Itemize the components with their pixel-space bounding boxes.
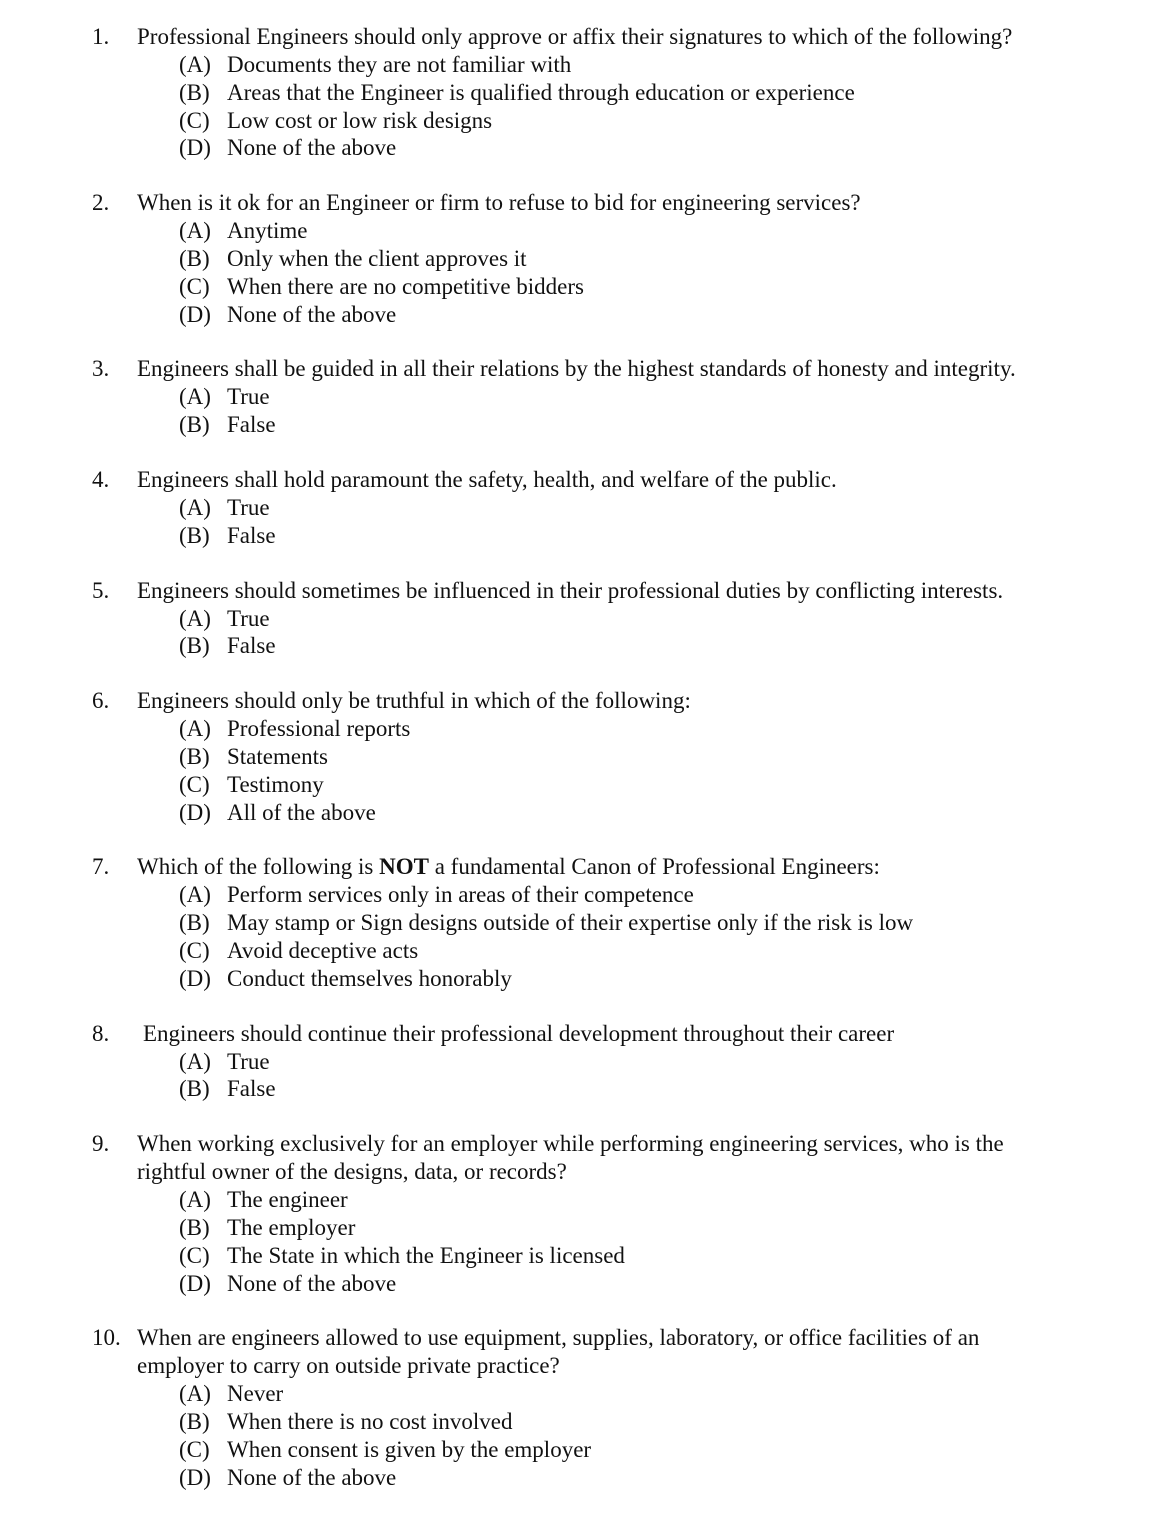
option-text: None of the above xyxy=(227,1270,397,1296)
option-text: When consent is given by the employer xyxy=(227,1436,592,1462)
option-b[interactable] xyxy=(179,245,1170,273)
option-text: Documents they are not familiar with xyxy=(227,52,572,77)
option-letter: (A) xyxy=(179,1187,211,1213)
option-letter: (B) xyxy=(179,412,210,438)
option-a[interactable] xyxy=(179,494,1170,522)
question-9 xyxy=(92,1130,1170,1297)
option-list xyxy=(92,217,1170,328)
option-text: Areas that the Engineer is qualified through education or experience xyxy=(227,79,855,105)
option-letter: (C) xyxy=(179,107,210,133)
option-d[interactable] xyxy=(179,965,1170,993)
option-text: All of the above xyxy=(227,799,376,825)
question-2 xyxy=(92,189,1170,328)
question-8 xyxy=(92,1020,1170,1104)
option-letter: (C) xyxy=(179,1242,210,1268)
question-10 xyxy=(92,1324,1170,1491)
option-a[interactable] xyxy=(179,51,1170,79)
option-letter: (C) xyxy=(179,937,210,963)
option-text: False xyxy=(227,1076,276,1102)
option-letter: (C) xyxy=(179,771,210,797)
question-number: 1. xyxy=(92,24,110,49)
option-text: None of the above xyxy=(227,301,397,327)
option-letter: (B) xyxy=(179,1076,210,1102)
option-b[interactable] xyxy=(179,1408,1170,1436)
option-text: Professional reports xyxy=(227,716,411,742)
option-text: Conduct themselves honorably xyxy=(227,965,512,991)
option-list xyxy=(92,881,1170,992)
option-text: False xyxy=(227,522,276,548)
question-7 xyxy=(92,853,1170,992)
option-text: None of the above xyxy=(227,1464,397,1490)
question-text: Engineers should continue their professional development throughout their career xyxy=(143,1020,895,1046)
option-letter: (C) xyxy=(179,1436,210,1462)
option-b[interactable] xyxy=(179,1214,1170,1242)
option-letter: (D) xyxy=(179,1270,211,1296)
question-number: 8. xyxy=(92,1020,110,1046)
question-number: 5. xyxy=(92,577,110,603)
option-text: Never xyxy=(227,1381,284,1407)
question-5 xyxy=(92,577,1170,661)
question-number: 2. xyxy=(92,190,110,216)
option-list xyxy=(92,1048,1170,1104)
option-b[interactable] xyxy=(179,522,1170,550)
option-list xyxy=(92,1186,1170,1297)
option-letter: (D) xyxy=(179,135,211,161)
option-letter: (A) xyxy=(179,605,211,631)
option-b[interactable] xyxy=(179,79,1170,107)
option-text: The engineer xyxy=(227,1187,348,1213)
option-text: Perform services only in areas of their competence xyxy=(227,882,694,908)
question-number: 4. xyxy=(92,466,110,492)
option-letter: (D) xyxy=(179,965,211,991)
option-a[interactable] xyxy=(179,1048,1170,1076)
question-text-before: Which of the following is xyxy=(137,854,380,880)
question-text: When is it ok for an Engineer or firm to refuse to bid for engineering services? xyxy=(137,190,861,216)
option-letter: (D) xyxy=(179,799,211,825)
question-1 xyxy=(92,23,1170,162)
option-list xyxy=(92,383,1170,439)
option-letter: (C) xyxy=(179,273,210,299)
option-letter: (A) xyxy=(179,882,211,908)
question-text: Engineers shall hold paramount the safety, health, and welfare of the public. xyxy=(137,466,837,492)
question-number: 6. xyxy=(92,688,110,714)
question-number: 7. xyxy=(92,854,110,880)
question-4 xyxy=(92,466,1170,550)
question-3 xyxy=(92,355,1170,439)
option-c[interactable] xyxy=(179,273,1170,301)
option-letter: (A) xyxy=(179,384,211,410)
option-a[interactable] xyxy=(179,1186,1170,1214)
question-number: 10. xyxy=(92,1325,121,1351)
option-text: The employer xyxy=(227,1214,356,1240)
option-d[interactable] xyxy=(179,1464,1170,1492)
option-letter: (B) xyxy=(179,245,210,271)
option-letter: (B) xyxy=(179,633,210,659)
question-text-emphasis: NOT xyxy=(379,854,429,880)
option-letter: (D) xyxy=(179,1464,211,1490)
question-text: Engineers should sometimes be influenced in their professional duties by conflicting interests. xyxy=(137,577,1004,603)
option-c[interactable] xyxy=(179,937,1170,965)
option-text: False xyxy=(227,412,276,438)
option-a[interactable] xyxy=(179,715,1170,743)
option-a[interactable] xyxy=(179,605,1170,633)
option-text: May stamp or Sign designs outside of their expertise only if the risk is low xyxy=(227,910,914,936)
option-letter: (A) xyxy=(179,1048,211,1074)
option-d[interactable] xyxy=(179,134,1170,162)
option-b[interactable] xyxy=(179,909,1170,937)
question-text: When working exclusively for an employer while performing engineering services, who is the rightful owner of the designs, data, or records? xyxy=(137,1131,1004,1185)
question-number: 3. xyxy=(92,356,110,382)
option-letter: (B) xyxy=(179,743,210,769)
option-text: Low cost or low risk designs xyxy=(227,107,493,133)
option-a[interactable] xyxy=(179,1380,1170,1408)
question-6 xyxy=(92,687,1170,826)
question-number: 9. xyxy=(92,1131,110,1157)
option-list xyxy=(92,494,1170,550)
option-letter: (B) xyxy=(179,1409,210,1435)
option-letter: (B) xyxy=(179,522,210,548)
option-letter: (D) xyxy=(179,301,211,327)
option-c[interactable] xyxy=(179,1436,1170,1464)
option-text: True xyxy=(227,1048,270,1074)
option-letter: (A) xyxy=(179,52,211,77)
option-a[interactable] xyxy=(179,217,1170,245)
option-text: Avoid deceptive acts xyxy=(227,937,419,963)
option-a[interactable] xyxy=(179,881,1170,909)
option-letter: (A) xyxy=(179,494,211,520)
option-b[interactable] xyxy=(179,743,1170,771)
option-list xyxy=(92,1380,1170,1491)
option-text: The State in which the Engineer is licensed xyxy=(227,1242,625,1268)
option-text: When there is no cost involved xyxy=(227,1409,513,1435)
option-text: True xyxy=(227,605,270,631)
option-letter: (A) xyxy=(179,716,211,742)
option-text: None of the above xyxy=(227,135,397,161)
option-c[interactable] xyxy=(179,771,1170,799)
option-letter: (B) xyxy=(179,910,210,936)
option-b[interactable] xyxy=(179,632,1170,660)
option-d[interactable] xyxy=(179,301,1170,329)
option-c[interactable] xyxy=(179,1242,1170,1270)
option-d[interactable] xyxy=(179,1270,1170,1298)
option-c[interactable] xyxy=(179,107,1170,135)
option-letter: (A) xyxy=(179,218,211,244)
option-d[interactable] xyxy=(179,799,1170,827)
question-text: Engineers shall be guided in all their relations by the highest standards of honesty and integrity. xyxy=(137,356,1016,382)
question-text: Engineers should only be truthful in which of the following: xyxy=(137,688,691,714)
option-text: True xyxy=(227,384,270,410)
option-b[interactable] xyxy=(179,1075,1170,1103)
option-text: Testimony xyxy=(227,771,324,797)
option-letter: (B) xyxy=(179,79,210,105)
option-letter: (A) xyxy=(179,1381,211,1407)
option-text: False xyxy=(227,633,276,659)
question-text: Professional Engineers should only approve or affix their signatures to which of the following? xyxy=(137,24,1013,49)
option-list xyxy=(92,51,1170,162)
option-letter: (B) xyxy=(179,1214,210,1240)
question-text: When are engineers allowed to use equipment, supplies, laboratory, or office facilities of an employer to carry on outside private practice? xyxy=(137,1325,980,1379)
option-text: When there are no competitive bidders xyxy=(227,273,584,299)
option-a[interactable] xyxy=(179,383,1170,411)
option-text: True xyxy=(227,494,270,520)
option-text: Only when the client approves it xyxy=(227,245,527,271)
question-text xyxy=(137,853,1077,881)
option-text: Statements xyxy=(227,743,328,769)
option-list xyxy=(92,715,1170,826)
option-list xyxy=(92,605,1170,661)
option-text: Anytime xyxy=(227,218,308,244)
question-text-after: a fundamental Canon of Professional Engineers: xyxy=(428,854,880,880)
option-b[interactable] xyxy=(179,411,1170,439)
